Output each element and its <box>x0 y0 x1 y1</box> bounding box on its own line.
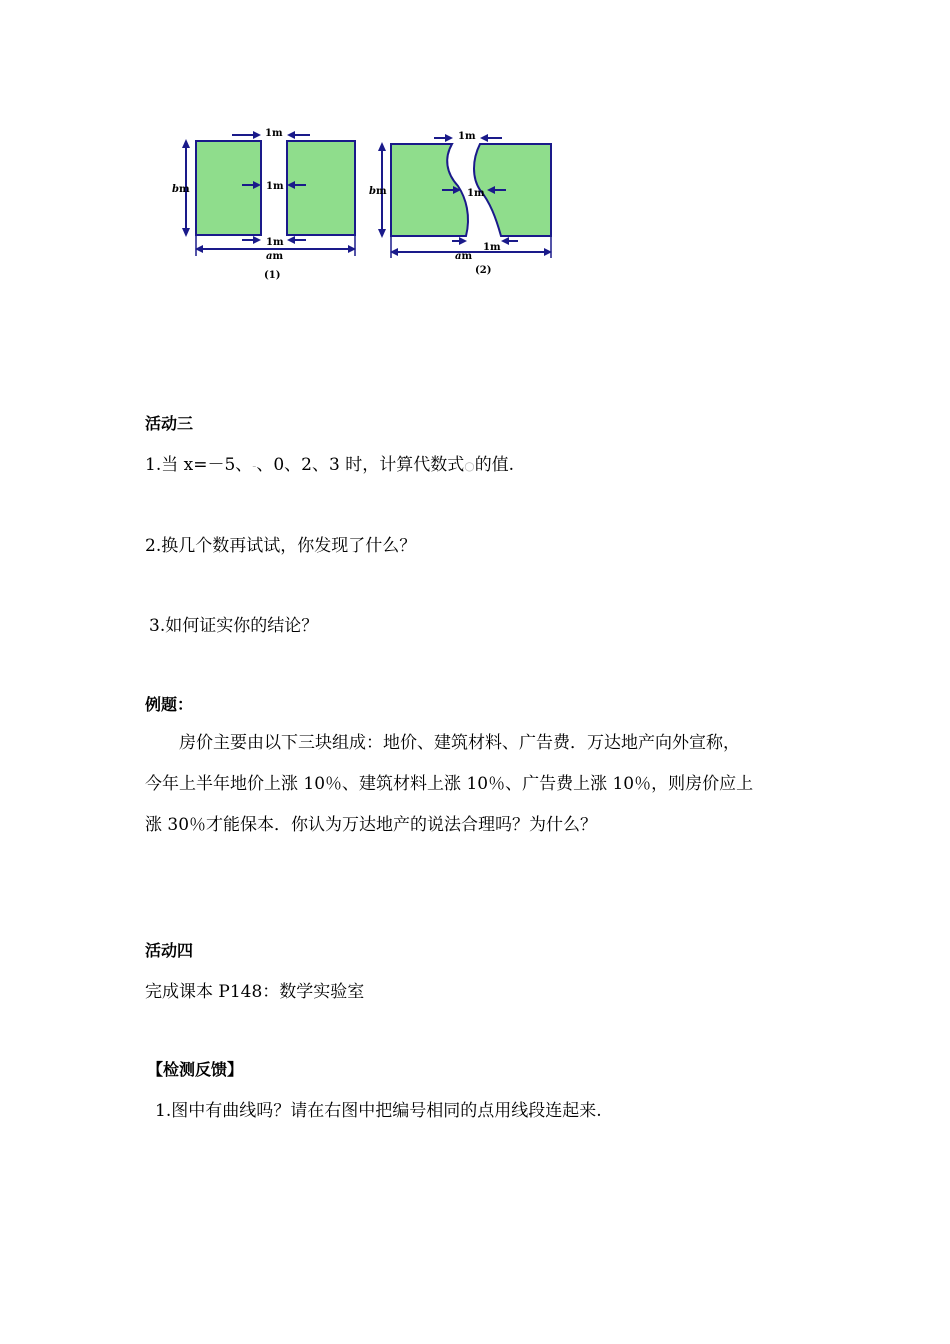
side-arrowhead-bottom <box>378 229 386 238</box>
bottom-label: 1m <box>483 242 501 253</box>
activity3-heading: 活动三 <box>145 414 194 433</box>
side-arrowhead-top <box>182 139 190 148</box>
middle-label: 1m <box>266 181 284 192</box>
example-paragraph <box>145 723 825 846</box>
q1-middle: 、0、2、3 时，计算代数式 <box>256 455 465 475</box>
field-left <box>196 141 261 235</box>
figure-2-curved-path <box>368 118 608 288</box>
top-arrowhead-left <box>445 134 453 142</box>
figure-caption: (2) <box>475 265 492 276</box>
example-line-3: 涨 30％才能保本．你认为万达地产的说法合理吗？为什么？ <box>145 815 598 835</box>
bottom-arrowhead-right <box>501 237 509 245</box>
example-line-1: 房价主要由以下三块组成：地价、建筑材料、广告费．万达地产向外宣称， <box>179 733 740 753</box>
activity4-heading: 活动四 <box>145 941 194 960</box>
field-right <box>287 141 355 235</box>
top-arrowhead-right <box>287 131 295 139</box>
feedback-question-1: 1.图中有曲线吗？请在右图中把编号相同的点用线段连起来. <box>155 1101 602 1121</box>
figure-caption: (1) <box>264 270 281 281</box>
top-arrowhead-right <box>480 134 488 142</box>
faint-fraction: - <box>252 459 257 473</box>
activity4-text: 完成课本 P148：数学实验室 <box>145 982 365 1002</box>
feedback-heading: 【检测反馈】 <box>147 1060 244 1079</box>
bottom-label: 1m <box>266 237 284 248</box>
middle-label: 1m <box>467 188 485 199</box>
bottom-arrowhead-right <box>287 236 295 244</box>
bottom-arrowhead-left <box>253 236 261 244</box>
q1-after: 的值. <box>474 455 515 475</box>
side-label: bm <box>172 184 190 195</box>
top-label: 1m <box>265 128 283 139</box>
example-heading: 例题： <box>145 695 194 714</box>
figure-2-diagram <box>368 118 608 288</box>
side-arrowhead-top <box>378 142 386 151</box>
field-right <box>474 144 551 236</box>
base-label: am <box>455 251 473 262</box>
activity3-question-2: 2.换几个数再试试，你发现了什么？ <box>145 536 417 556</box>
example-line-2: 今年上半年地价上涨 10％、建筑材料上涨 10％、广告费上涨 10％，则房价应上 <box>145 774 754 794</box>
activity3-question-3: 3.如何证实你的结论？ <box>149 616 319 636</box>
side-label: bm <box>369 186 387 197</box>
top-arrowhead-left <box>253 131 261 139</box>
top-label: 1m <box>458 131 476 142</box>
side-arrowhead-bottom <box>182 228 190 237</box>
q1-before: 1.当 x=－5、 <box>145 455 253 475</box>
bottom-arrowhead-left <box>459 237 467 245</box>
base-label: am <box>266 251 284 262</box>
faint-expression: ○ <box>464 459 475 473</box>
activity3-question-1 <box>145 450 514 475</box>
